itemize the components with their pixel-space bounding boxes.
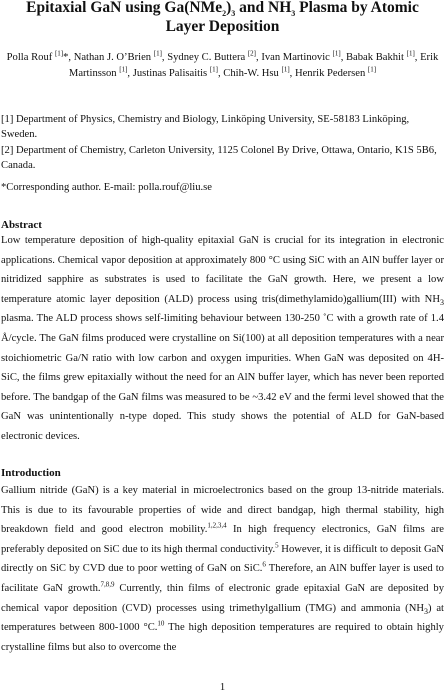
subscript: 3 (424, 606, 428, 616)
title-subscript: 2 (222, 9, 227, 19)
author-separator: , (218, 67, 224, 79)
title-text: Plasma by Atomic Layer Deposition (165, 0, 419, 35)
page-number: 1 (219, 682, 226, 693)
author-separator: , (161, 52, 168, 63)
author-separator: *, (63, 52, 74, 63)
author-affiliation-ref: [1] (367, 65, 377, 74)
abstract-body (1, 231, 444, 447)
citation-ref: 10 (157, 619, 165, 628)
affiliation-2: [2] Department of Chemistry, Carleton University, 1125 Colonel By Drive, Ottawa, Ontario, K1S 5B6, Canada. (1, 145, 437, 171)
author-name: Sydney C. Buttera (167, 52, 246, 63)
author-name: Erik Martinsson (68, 52, 439, 79)
subscript: 3 (440, 297, 444, 307)
author-affiliation-ref: [1] (332, 49, 341, 58)
author-separator: , (340, 52, 346, 63)
title-text: ) (226, 0, 232, 16)
author-affiliation-ref: [2] (247, 49, 257, 58)
author-name: Henrik Pedersen (294, 67, 366, 79)
intro-text: In high frequency electronics, GaN films are preferably deposited on SiC due to its high thermal conductivity. (1, 524, 444, 555)
citation-ref: 6 (262, 560, 266, 569)
author-name: Justinas Palisaitis (132, 67, 208, 79)
author-affiliation-ref: [1] (153, 49, 162, 58)
author-affiliation-ref: [1] (54, 49, 64, 58)
title-subscript: 3 (291, 9, 296, 19)
introduction-body (1, 481, 444, 657)
author-separator: , (289, 67, 295, 79)
intro-text: Currently, thin films of electronic grade epitaxial GaN are deposited by chemical vapor deposition (CVD) processes using trimethylgallium (TMG) and ammonia (NH (1, 582, 444, 614)
abstract-text: plasma. The ALD process shows self-limiting behaviour between 130-250 ˚C with a growth rate of 1.4 Å/cycle. The GaN films produced were crystalline on Si(100) at all deposition temperatures with a near stoichiometric Ga/N ratio with low carbon and oxygen impurities. When GaN was deposited on 4H-SiC, the films grew epitaxially without the need for an AlN buffer layer, which has never been reported before. The bandgap of the GaN films was measured to be ~3.42 eV and the fermi level showed that the GaN was unintentionally n-type doped. This study shows the potential of ALD for GaN-based electronic devices. (1, 313, 444, 442)
title-subscript: 3 (231, 9, 236, 19)
title-text: Epitaxial GaN using Ga(NMe (26, 0, 223, 16)
author-name: Ivan Martinovic (261, 52, 330, 63)
author-list (4, 50, 441, 81)
author-affiliation-ref: [1] (406, 49, 415, 58)
corresponding-author: *Corresponding author. E-mail: polla.rouf@liu.se (1, 182, 213, 193)
author-name: Nathan J. O’Brien (73, 52, 152, 63)
author-separator: , (127, 67, 133, 79)
paper-title (10, 0, 435, 36)
intro-text: Therefore, an AlN buffer layer is used to facilitate GaN growth. (1, 563, 444, 594)
author-name: Chih-W. Hsu (223, 67, 279, 79)
intro-text: However, it is difficult to deposit GaN directly on SiC by CVD due to poor wetting of GaN on SiC. (1, 543, 445, 575)
author-separator: , (256, 52, 262, 63)
author-affiliation-ref: [1] (209, 65, 218, 74)
citation-ref: 5 (275, 541, 279, 550)
abstract-heading: Abstract (1, 219, 42, 231)
intro-text: The high deposition temperatures are required to obtain highly crystalline films but also to overcome the (1, 622, 444, 653)
citation-ref: 1,2,3,4 (207, 521, 227, 530)
intro-text: Gallium nitride (GaN) is a key material in microelectronics based on the group 13-nitride materials. This is due to its favourable properties of wide and direct bandgap, high thermal stability, high breakdown field and good electron mobility. (1, 485, 444, 536)
title-text: and NH (235, 0, 292, 16)
intro-text: ) at temperatures between 800-1000 °C. (1, 602, 444, 634)
author-affiliation-ref: [1] (281, 65, 290, 74)
author-affiliation-ref: [1] (119, 65, 128, 74)
author-name: Polla Rouf (6, 52, 53, 63)
affiliation-1: [1] Department of Physics, Chemistry and Biology, Linköping University, SE-58183 Linköping, Sweden. (1, 114, 410, 140)
citation-ref: 7,8,9 (100, 580, 115, 589)
abstract-text: Low temperature deposition of high-quality epitaxial GaN is crucial for its integration in electronic applications. Chemical vapor deposition at approximately 800 °C using SiC with an AlN buffer layer or nitridized sapphire as substrates is used to facilitate the GaN growth. Here, we present a low temperature atomic layer deposition (ALD) process using tris(dimethylamido)gallium(III) with NH (1, 235, 444, 305)
author-separator: , (414, 52, 421, 63)
introduction-heading: Introduction (1, 467, 61, 479)
author-name: Babak Bakhit (345, 52, 404, 63)
